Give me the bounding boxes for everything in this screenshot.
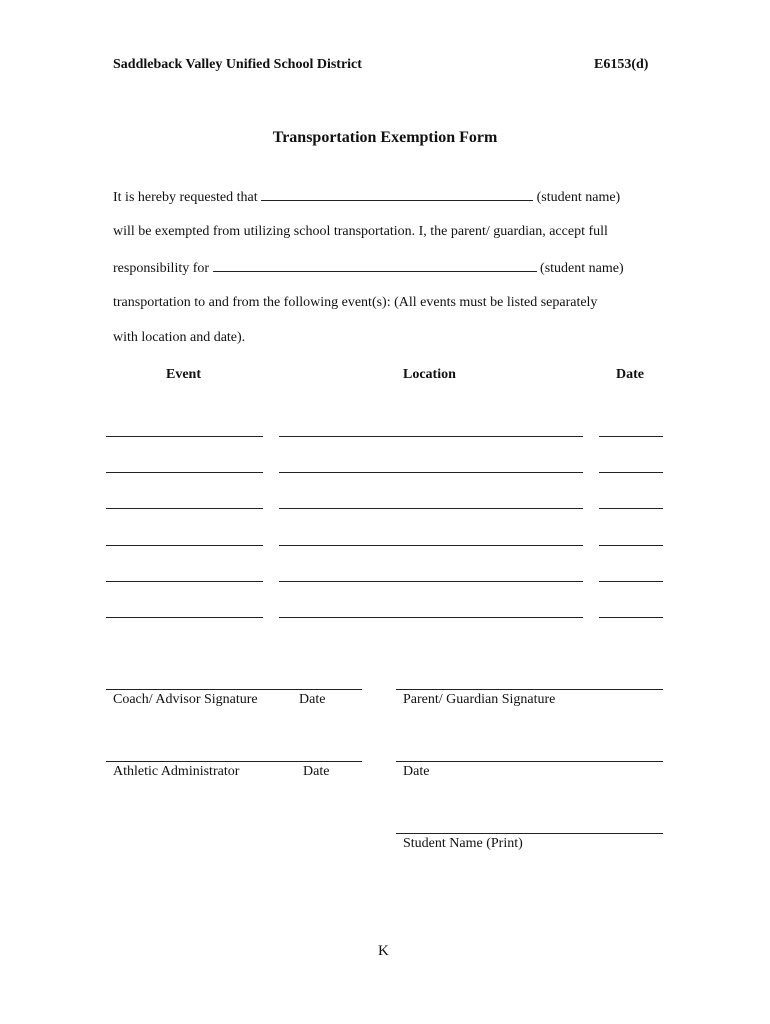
body-line-3-suffix: (student name) <box>540 261 624 276</box>
body-line-2: will be exempted from utilizing school transportation. I, the parent/ guardian, accept full <box>113 224 608 239</box>
footer-mark: K <box>378 943 389 959</box>
body-line-1 <box>113 188 620 206</box>
location-blank[interactable] <box>279 581 583 582</box>
body-line-3 <box>113 259 624 277</box>
date-blank[interactable] <box>599 581 663 582</box>
student-name-blank-2[interactable] <box>213 259 537 272</box>
event-blank[interactable] <box>106 545 263 546</box>
body-line-1-suffix: (student name) <box>536 190 621 205</box>
date-blank[interactable] <box>599 436 663 437</box>
parent-date-line[interactable] <box>396 761 663 762</box>
location-blank[interactable] <box>279 436 583 437</box>
coach-signature-label: Coach/ Advisor Signature <box>113 692 258 707</box>
student-name-blank-1[interactable] <box>261 188 533 201</box>
district-name: Saddleback Valley Unified School District <box>113 57 362 72</box>
body-line-3-prefix: responsibility for <box>113 261 210 276</box>
student-name-print-line[interactable] <box>396 833 663 834</box>
event-blank[interactable] <box>106 508 263 509</box>
athletic-admin-line[interactable] <box>106 761 362 762</box>
parent-signature-line[interactable] <box>396 689 663 690</box>
event-blank[interactable] <box>106 472 263 473</box>
location-blank[interactable] <box>279 545 583 546</box>
body-line-4: transportation to and from the following event(s): (All events must be listed separately <box>113 295 598 310</box>
body-line-1-prefix: It is hereby requested that <box>113 190 258 205</box>
event-blank[interactable] <box>106 436 263 437</box>
date-blank[interactable] <box>599 545 663 546</box>
athletic-admin-label: Athletic Administrator <box>113 764 240 779</box>
form-code: E6153(d) <box>594 57 649 72</box>
location-blank[interactable] <box>279 508 583 509</box>
event-column-header: Event <box>166 367 201 382</box>
location-column-header: Location <box>403 367 456 382</box>
parent-signature-label: Parent/ Guardian Signature <box>403 692 556 707</box>
date-blank[interactable] <box>599 508 663 509</box>
event-blank[interactable] <box>106 581 263 582</box>
coach-date-label: Date <box>299 692 326 707</box>
date-blank[interactable] <box>599 617 663 618</box>
page-title: Transportation Exemption Form <box>272 129 498 146</box>
date-blank[interactable] <box>599 472 663 473</box>
athletic-date-label: Date <box>303 764 330 779</box>
parent-date-label: Date <box>403 764 430 779</box>
body-line-5: with location and date). <box>113 330 246 345</box>
coach-signature-line[interactable] <box>106 689 362 690</box>
location-blank[interactable] <box>279 472 583 473</box>
student-name-print-label: Student Name (Print) <box>403 836 523 851</box>
event-blank[interactable] <box>106 617 263 618</box>
date-column-header: Date <box>616 367 644 382</box>
location-blank[interactable] <box>279 617 583 618</box>
